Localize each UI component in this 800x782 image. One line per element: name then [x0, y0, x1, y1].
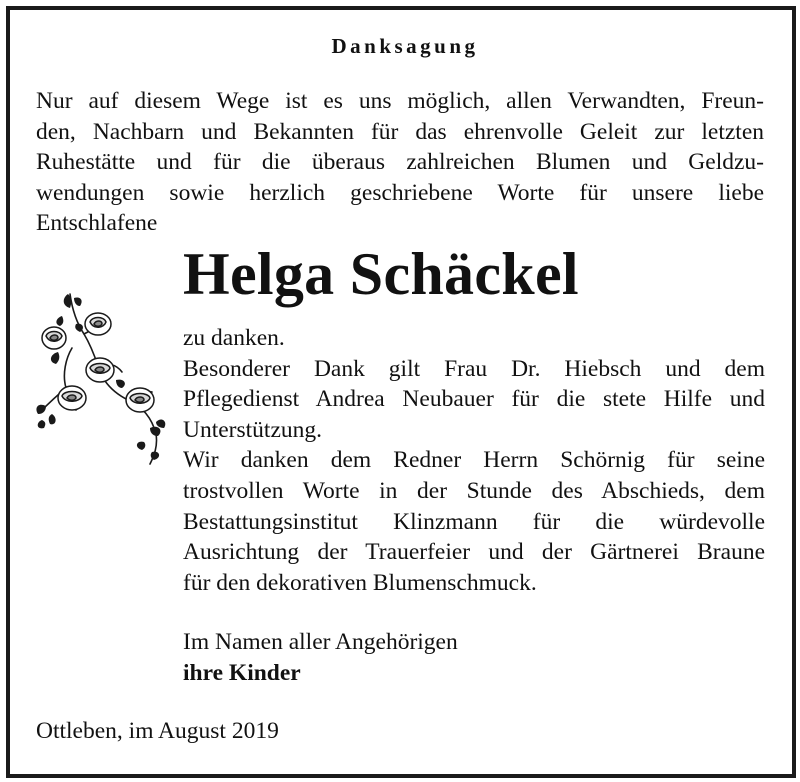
thanks-line: Besonderer Dank gilt Frau Dr. Hiebsch und dem: [183, 355, 765, 382]
thanks-line: zu danken.: [183, 325, 285, 351]
intro-paragraph: [36, 86, 764, 239]
closing-line: Im Namen aller Angehörigen: [183, 629, 458, 655]
intro-line: Ruhestätte und für die überaus zahlreichen Blumen und Geldzu-: [36, 149, 764, 175]
deceased-name: Helga Schäckel: [183, 241, 579, 307]
thanks-line: Wir danken dem Redner Herrn Schörnig für seine: [183, 447, 765, 474]
thanks-paragraph: [183, 323, 765, 598]
place-date: Ottleben, im August 2019: [36, 718, 279, 744]
intro-line: Nur auf diesem Wege ist es uns möglich, allen Verwandten, Freun-: [36, 88, 764, 114]
signer: ihre Kinder: [183, 660, 301, 686]
intro-line: den, Nachbarn und Bekannten für das ehrenvolle Geleit zur letzten: [36, 118, 764, 145]
thanks-line: für den dekorativen Blumenschmuck.: [183, 569, 537, 596]
notice-heading: Danksagung: [331, 34, 479, 58]
thanks-line: Unterstützung.: [183, 416, 323, 443]
closing-block: [183, 627, 458, 689]
thanks-line: Ausrichtung der Trauerfeier und der Gärtnerei Braune: [183, 539, 765, 566]
intro-line: wendungen sowie herzlich geschriebene Worte für unsere liebe: [36, 179, 764, 206]
thanks-line: Pflegedienst Andrea Neubauer für die stete Hilfe und: [183, 386, 765, 413]
thanks-line: Bestattungsinstitut Klinzmann für die würdevolle: [183, 508, 765, 535]
roses-branch-icon: [32, 288, 168, 466]
intro-line: Entschlafene: [36, 210, 158, 236]
thanks-line: trostvollen Worte in der Stunde des Abschieds, dem: [183, 477, 765, 504]
